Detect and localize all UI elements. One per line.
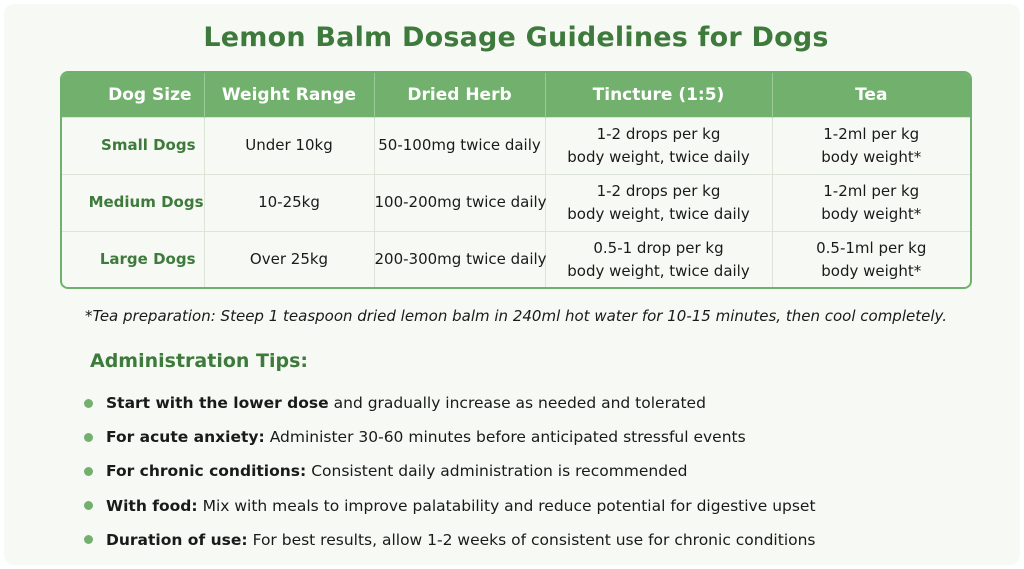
tincture-line: body weight, twice daily [567, 261, 750, 280]
table-row [62, 231, 970, 288]
tincture-line: 1-2 drops per kg [596, 181, 721, 200]
table-row [62, 117, 970, 174]
cell-tea [772, 174, 970, 231]
dosage-table [60, 71, 972, 289]
cell-dried-herb: 50-100mg twice daily [374, 117, 545, 174]
tea-line: 1-2ml per kg [823, 124, 920, 143]
cell-dog-size: Large Dogs [62, 231, 204, 288]
page-card [4, 4, 1020, 565]
cell-dried-herb: 200-300mg twice daily [374, 231, 545, 288]
table-header-row [62, 73, 970, 117]
tip-label: For chronic conditions: [106, 462, 307, 481]
header-weight-range: Weight Range [204, 73, 374, 117]
cell-weight-range: Over 25kg [204, 231, 374, 288]
tip-label: For acute anxiety: [106, 428, 265, 447]
tea-line: 1-2ml per kg [823, 181, 920, 200]
cell-tincture [545, 117, 772, 174]
list-item [84, 420, 816, 454]
tea-preparation-note: *Tea preparation: Steep 1 teaspoon dried lemon balm in 240ml hot water for 10-15 minutes, then cool completely. [85, 307, 947, 325]
tips-list [84, 386, 816, 557]
tip-label: With food: [106, 496, 198, 515]
list-item [84, 386, 816, 420]
cell-dog-size: Medium Dogs [62, 174, 204, 231]
tea-line: body weight* [821, 204, 922, 223]
tip-text: Administer 30-60 minutes before anticipated stressful events [269, 428, 746, 447]
cell-tincture [545, 231, 772, 288]
tip-text: Mix with meals to improve palatability and reduce potential for digestive upset [202, 496, 816, 515]
tip-text: For best results, allow 1-2 weeks of consistent use for chronic conditions [252, 530, 816, 549]
cell-dried-herb: 100-200mg twice daily [374, 174, 545, 231]
header-tincture: Tincture (1:5) [545, 73, 772, 117]
cell-tea [772, 117, 970, 174]
tincture-line: 0.5-1 drop per kg [593, 238, 724, 257]
bullet-icon [84, 433, 93, 442]
tips-heading: Administration Tips: [90, 350, 309, 372]
list-item [84, 523, 816, 557]
tincture-line: 1-2 drops per kg [596, 124, 721, 143]
list-item [84, 454, 816, 488]
header-dried-herb: Dried Herb [374, 73, 545, 117]
cell-weight-range: Under 10kg [204, 117, 374, 174]
tip-label: Start with the lower dose [106, 394, 329, 413]
tea-line: 0.5-1ml per kg [816, 238, 927, 257]
page-title: Lemon Balm Dosage Guidelines for Dogs [203, 22, 829, 53]
tip-label: Duration of use: [106, 530, 248, 549]
bullet-icon [84, 399, 93, 408]
cell-weight-range: 10-25kg [204, 174, 374, 231]
cell-dog-size: Small Dogs [62, 117, 204, 174]
tincture-line: body weight, twice daily [567, 147, 750, 166]
cell-tea [772, 231, 970, 288]
header-tea: Tea [772, 73, 970, 117]
table-row [62, 174, 970, 231]
tea-line: body weight* [821, 147, 922, 166]
tip-text: and gradually increase as needed and tolerated [333, 394, 706, 413]
bullet-icon [84, 501, 93, 510]
bullet-icon [84, 467, 93, 476]
list-item [84, 489, 816, 523]
tip-text: Consistent daily administration is recommended [311, 462, 688, 481]
tea-line: body weight* [821, 261, 922, 280]
tincture-line: body weight, twice daily [567, 204, 750, 223]
cell-tincture [545, 174, 772, 231]
bullet-icon [84, 535, 93, 544]
header-dog-size: Dog Size [62, 73, 204, 117]
